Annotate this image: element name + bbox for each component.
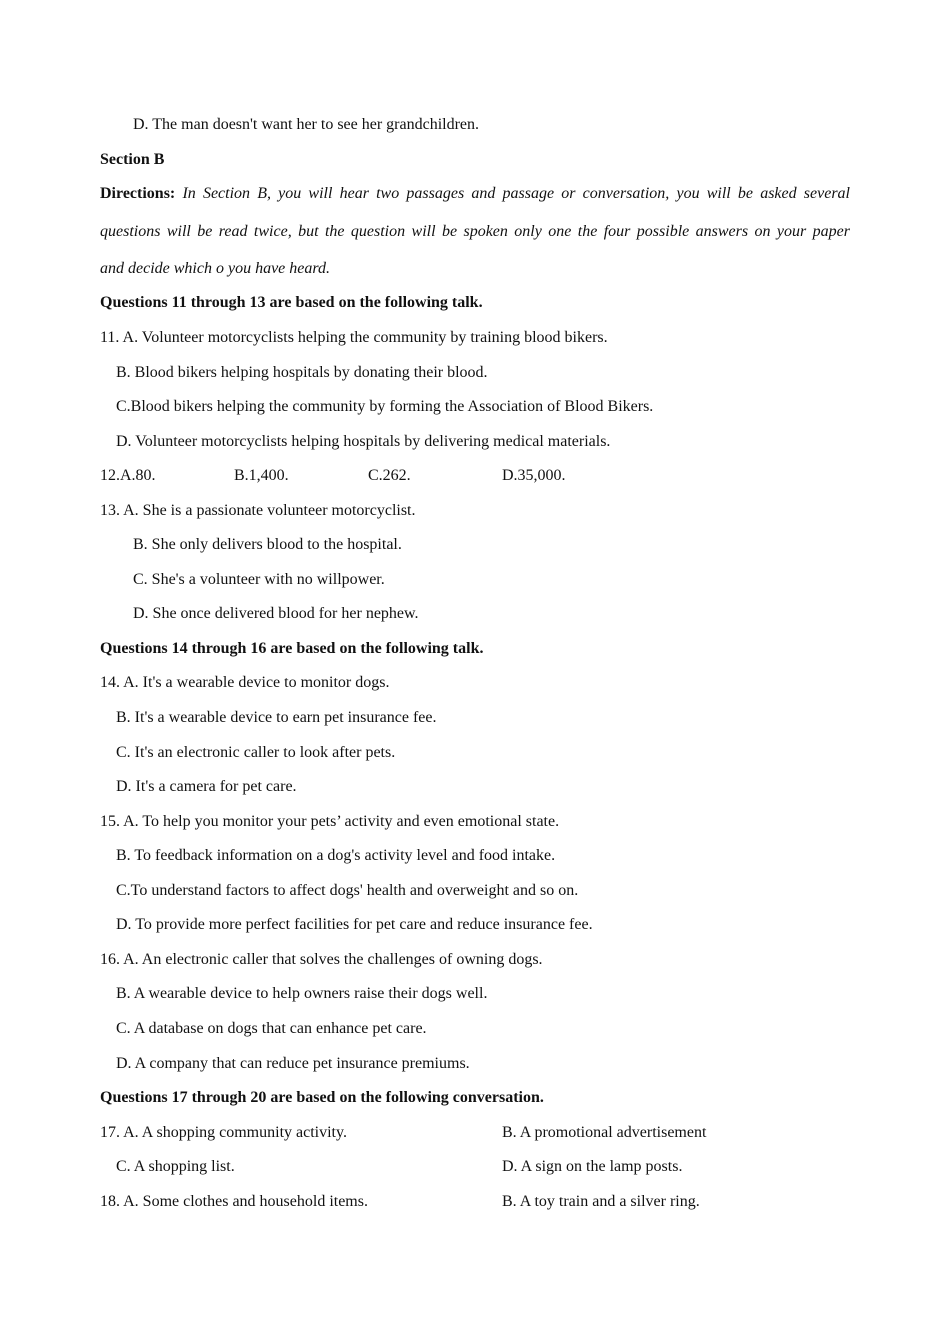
q14-option-d: D. It's a camera for pet care. [116,778,297,795]
q16-option-c: C. A database on dogs that can enhance pet care. [116,1020,427,1037]
q13-option-b: B. She only delivers blood to the hospital. [133,536,402,553]
q18-option-b: B. A toy train and a silver ring. [502,1193,700,1210]
q17-option-c: C. A shopping list. [116,1158,235,1175]
q12-option-c: C.262. [368,467,411,484]
directions-line-3: and decide which o you have heard. [100,260,331,277]
q18-option-a: 18. A. Some clothes and household items. [100,1193,368,1210]
q12-option-d: D.35,000. [502,467,566,484]
q11-option-c: C.Blood bikers helping the community by forming the Association of Blood Bikers. [116,398,654,415]
q17-option-d: D. A sign on the lamp posts. [502,1158,683,1175]
q16-option-d: D. A company that can reduce pet insurance premiums. [116,1055,470,1072]
q17-option-b: B. A promotional advertisement [502,1124,707,1141]
q13-option-c: C. She's a volunteer with no willpower. [133,571,385,588]
directions-text-1: In Section B, you will hear two passages and passage or conversation, you will be asked several [182,185,851,202]
q11-option-d: D. Volunteer motorcyclists helping hospitals by delivering medical materials. [116,433,611,450]
q16-option-b: B. A wearable device to help owners raise their dogs well. [116,985,488,1002]
section-title: Section B [100,151,165,168]
q15-option-a: 15. A. To help you monitor your pets’ activity and even emotional state. [100,813,560,830]
group-heading-17-20: Questions 17 through 20 are based on the following conversation. [100,1089,544,1106]
q13-option-a: 13. A. She is a passionate volunteer motorcyclist. [100,502,416,519]
directions-line-2: questions will be read twice, but the question will be spoken only one the four possible answers on your paper [100,223,850,240]
q15-option-d: D. To provide more perfect facilities for pet care and reduce insurance fee. [116,916,593,933]
q12-option-a: 12.A.80. [100,467,156,484]
directions-label: Directions: [100,185,176,202]
q13-option-d: D. She once delivered blood for her nephew. [133,605,419,622]
q15-option-c: C.To understand factors to affect dogs' health and overweight and so on. [116,882,579,899]
group-heading-14-16: Questions 14 through 16 are based on the following talk. [100,640,484,657]
directions-line-1 [100,184,850,204]
q14-option-c: C. It's an electronic caller to look after pets. [116,744,396,761]
q10-option-d: D. The man doesn't want her to see her grandchildren. [133,116,480,133]
q14-option-b: B. It's a wearable device to earn pet insurance fee. [116,709,437,726]
q11-option-b: B. Blood bikers helping hospitals by donating their blood. [116,364,488,381]
q15-option-b: B. To feedback information on a dog's activity level and food intake. [116,847,556,864]
q11-option-a: 11. A. Volunteer motorcyclists helping the community by training blood bikers. [100,329,608,346]
q17-option-a: 17. A. A shopping community activity. [100,1124,347,1141]
q12-option-b: B.1,400. [234,467,289,484]
q14-option-a: 14. A. It's a wearable device to monitor dogs. [100,674,390,691]
q16-option-a: 16. A. An electronic caller that solves the challenges of owning dogs. [100,951,543,968]
group-heading-11-13: Questions 11 through 13 are based on the following talk. [100,294,483,311]
